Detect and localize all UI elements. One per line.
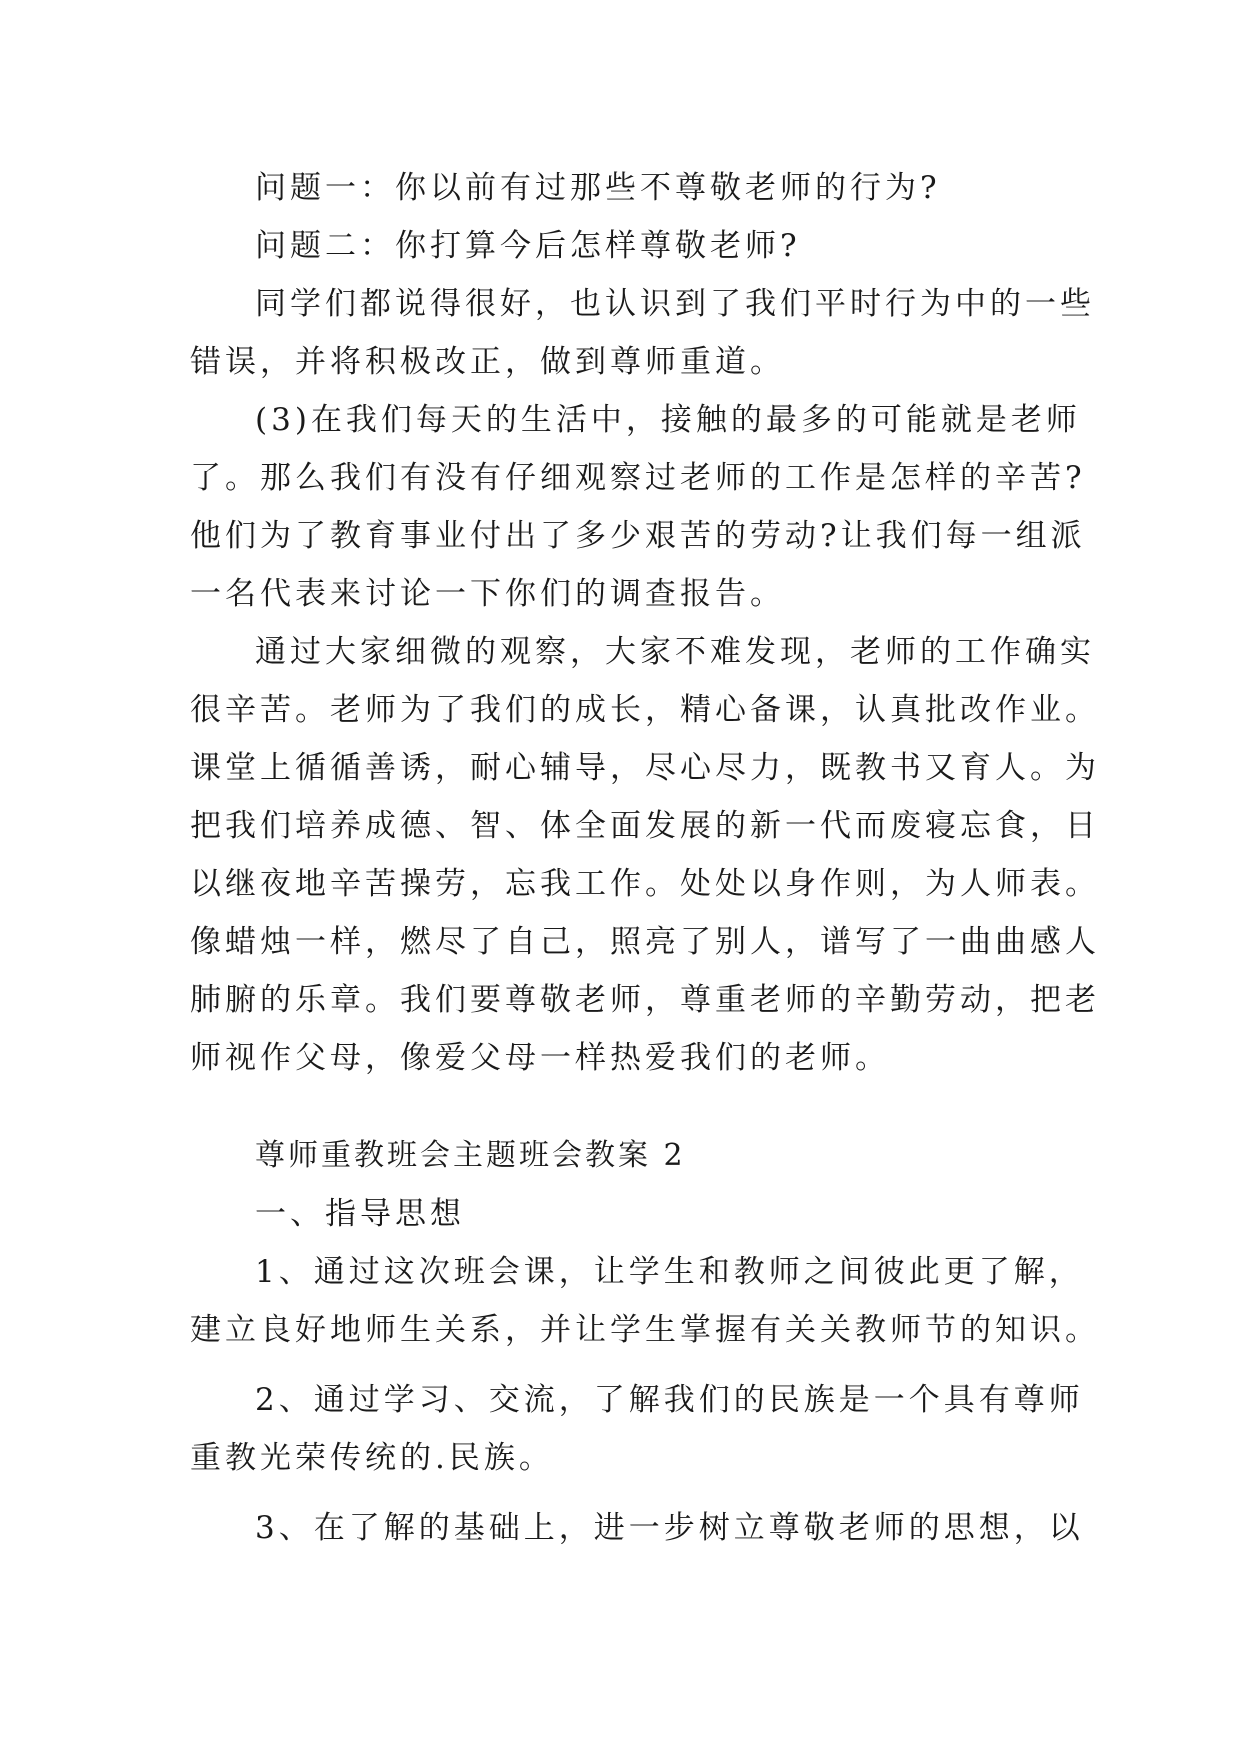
paragraph-line: 他们为了教育事业付出了多少艰苦的劳动?让我们每一组派	[190, 518, 1086, 554]
paragraph-line: 像蜡烛一样，燃尽了自己，照亮了别人，谱写了一曲曲感人	[190, 924, 1100, 960]
paragraph-line: 1、通过这次班会课，让学生和教师之间彼此更了解，	[255, 1254, 1084, 1290]
paragraph-line: 3、在了解的基础上，进一步树立尊敬老师的思想，以	[255, 1510, 1084, 1546]
paragraph-line: 同学们都说得很好，也认识到了我们平时行为中的一些	[255, 286, 1095, 322]
paragraph-line: 很辛苦。老师为了我们的成长，精心备课，认真批改作业。	[190, 692, 1100, 728]
paragraph-line: 通过大家细微的观察，大家不难发现，老师的工作确实	[255, 634, 1095, 670]
paragraph-line: 2、通过学习、交流，了解我们的民族是一个具有尊师	[255, 1382, 1084, 1418]
paragraph-line: 肺腑的乐章。我们要尊敬老师，尊重老师的辛勤劳动，把老	[190, 982, 1100, 1018]
paragraph-line: 重教光荣传统的.民族。	[190, 1440, 554, 1476]
paragraph-line: 把我们培养成德、智、体全面发展的新一代而废寝忘食，日	[190, 808, 1100, 844]
paragraph-line: 以继夜地辛苦操劳，忘我工作。处处以身作则，为人师表。	[190, 866, 1100, 902]
paragraph-line: 师视作父母，像爱父母一样热爱我们的老师。	[190, 1040, 890, 1076]
question-two: 问题二：你打算今后怎样尊敬老师?	[255, 228, 801, 264]
paragraph-line: 课堂上循循善诱，耐心辅导，尽心尽力，既教书又育人。为	[190, 750, 1100, 786]
paragraph-line: 建立良好地师生关系，并让学生掌握有关关教师节的知识。	[190, 1312, 1100, 1348]
question-one: 问题一：你以前有过那些不尊敬老师的行为?	[255, 170, 941, 206]
section-title: 尊师重教班会主题班会教案 2	[255, 1138, 686, 1173]
section-heading: 一、指导思想	[255, 1196, 465, 1232]
paragraph-line: 错误，并将积极改正，做到尊师重道。	[190, 344, 785, 380]
paragraph-line: 了。那么我们有没有仔细观察过老师的工作是怎样的辛苦?	[190, 460, 1086, 496]
paragraph-line: (3)在我们每天的生活中，接触的最多的可能就是老师	[255, 402, 1081, 438]
paragraph-line: 一名代表来讨论一下你们的调查报告。	[190, 576, 785, 612]
